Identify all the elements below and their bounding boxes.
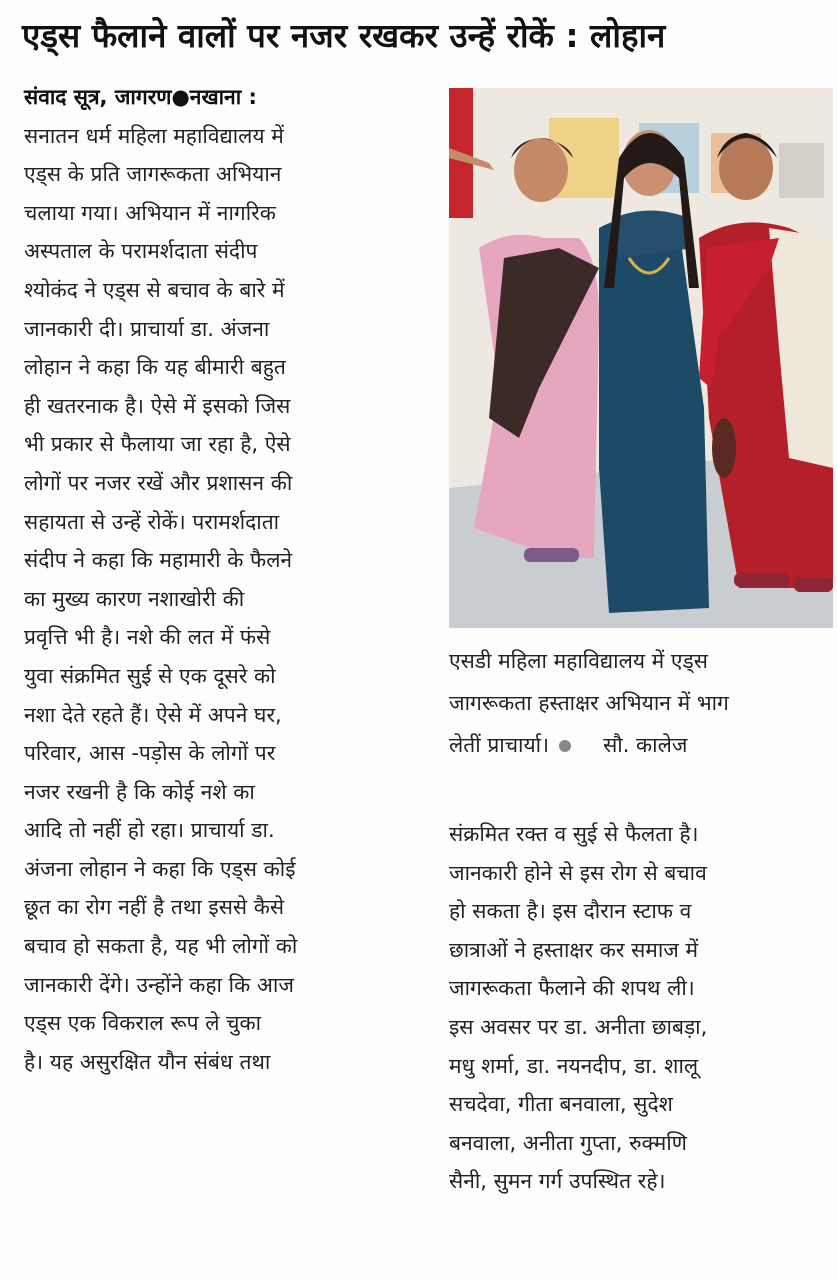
- headline: एड्स फैलाने वालों पर नजर रखकर उन्हें रोकें : लोहान: [22, 16, 666, 55]
- caption-line: एसडी महिला महाविद्यालय में एड्स: [449, 649, 708, 673]
- text-line: अंजना लोहान ने कहा कि एड्स कोई: [24, 856, 296, 881]
- photo-credit: सौ. कालेज: [603, 733, 688, 757]
- photo-poster-4: [779, 143, 824, 198]
- text-line: परिवार, आस -पड़ोस के लोगों पर: [24, 741, 276, 766]
- news-photo: [449, 88, 833, 628]
- text-line: जानकारी होने से इस रोग से बचाव: [449, 860, 707, 885]
- text-line: सैनी, सुमन गर्ग उपस्थित रहे।: [449, 1169, 666, 1194]
- right-column-body: [449, 815, 829, 1201]
- text-line: है। यह असुरक्षित यौन संबंध तथा: [24, 1049, 271, 1074]
- bullet-dot-icon: [559, 740, 571, 752]
- left-column: [24, 78, 424, 1081]
- text-line: श्योकंद ने एड्स से बचाव के बारे में: [24, 277, 285, 302]
- text-line: छूत का रोग नहीं है तथा इससे कैसे: [24, 895, 285, 920]
- text-line: बनवाला, अनीता गुप्ता, रुक्मणि: [449, 1130, 687, 1155]
- text-line: आदि तो नहीं हो रहा। प्राचार्या डा.: [24, 818, 275, 843]
- text-line: अस्पताल के परामर्शदाता संदीप: [24, 239, 258, 264]
- text-line: एड्स के प्रति जागरूकता अभियान: [24, 162, 282, 187]
- caption-line: जागरूकता हस्ताक्षर अभियान में भाग: [449, 691, 729, 715]
- text-line: सचदेवा, गीता बनवाला, सुदेश: [449, 1092, 673, 1117]
- text-line: छात्राओं ने हस्ताक्षर कर समाज में: [449, 937, 699, 962]
- text-line: संक्रमित रक्त व सुई से फैलता है।: [449, 822, 699, 846]
- text-line: जानकारी देंगे। उन्होंने कहा कि आज: [24, 972, 294, 997]
- text-line: एड्स एक विकराल रूप ले चुका: [24, 1011, 262, 1036]
- text-line: युवा संक्रमित सुई से एक दूसरे को: [24, 663, 276, 688]
- text-line: हो सकता है। इस दौरान स्टाफ व: [449, 899, 692, 924]
- text-line: प्रवृत्ति भी है। नशे की लत में फंसे: [24, 625, 271, 650]
- text-line: का मुख्य कारण नशाखोरी की: [24, 586, 245, 611]
- text-line: भी प्रकार से फैलाया जा रहा है, ऐसे: [24, 432, 291, 457]
- text-line: ही खतरनाक है। ऐसे में इसको जिस: [24, 393, 291, 418]
- caption-line: लेतीं प्राचार्या।: [449, 733, 550, 757]
- right-column: [449, 815, 829, 1201]
- text-line: जानकारी दी। प्राचार्या डा. अंजना: [24, 316, 270, 341]
- dateline: संवाद सूत्र, जागरण●नखाना :: [24, 85, 257, 109]
- text-line: संदीप ने कहा कि महामारी के फैलने: [24, 548, 293, 573]
- text-line: जागरूकता फैलाने की शपथ ली।: [449, 976, 695, 1001]
- text-line: नशा देते रहते हैं। ऐसे में अपने घर,: [24, 702, 282, 727]
- photo-caption: [449, 640, 834, 766]
- text-line: मधु शर्मा, डा. नयनदीप, डा. शालू: [449, 1053, 699, 1078]
- text-line: इस अवसर पर डा. अनीता छाबड़ा,: [449, 1014, 708, 1039]
- text-line: सनातन धर्म महिला महाविद्यालय में: [24, 123, 284, 148]
- photo-illustration: [449, 88, 833, 628]
- text-line: लोहान ने कहा कि यह बीमारी बहुत: [24, 355, 286, 380]
- text-line: चलाया गया। अभियान में नागरिक: [24, 200, 276, 225]
- text-line: सहायता से उन्हें रोकें। परामर्शदाता: [24, 509, 280, 534]
- text-line: लोगों पर नजर रखें और प्रशासन की: [24, 470, 293, 495]
- text-line: नजर रखनी है कि कोई नशे का: [24, 779, 255, 804]
- caption-credit-line: [449, 724, 834, 766]
- left-column-body: [24, 117, 424, 1082]
- text-line: बचाव हो सकता है, यह भी लोगों को: [24, 934, 298, 959]
